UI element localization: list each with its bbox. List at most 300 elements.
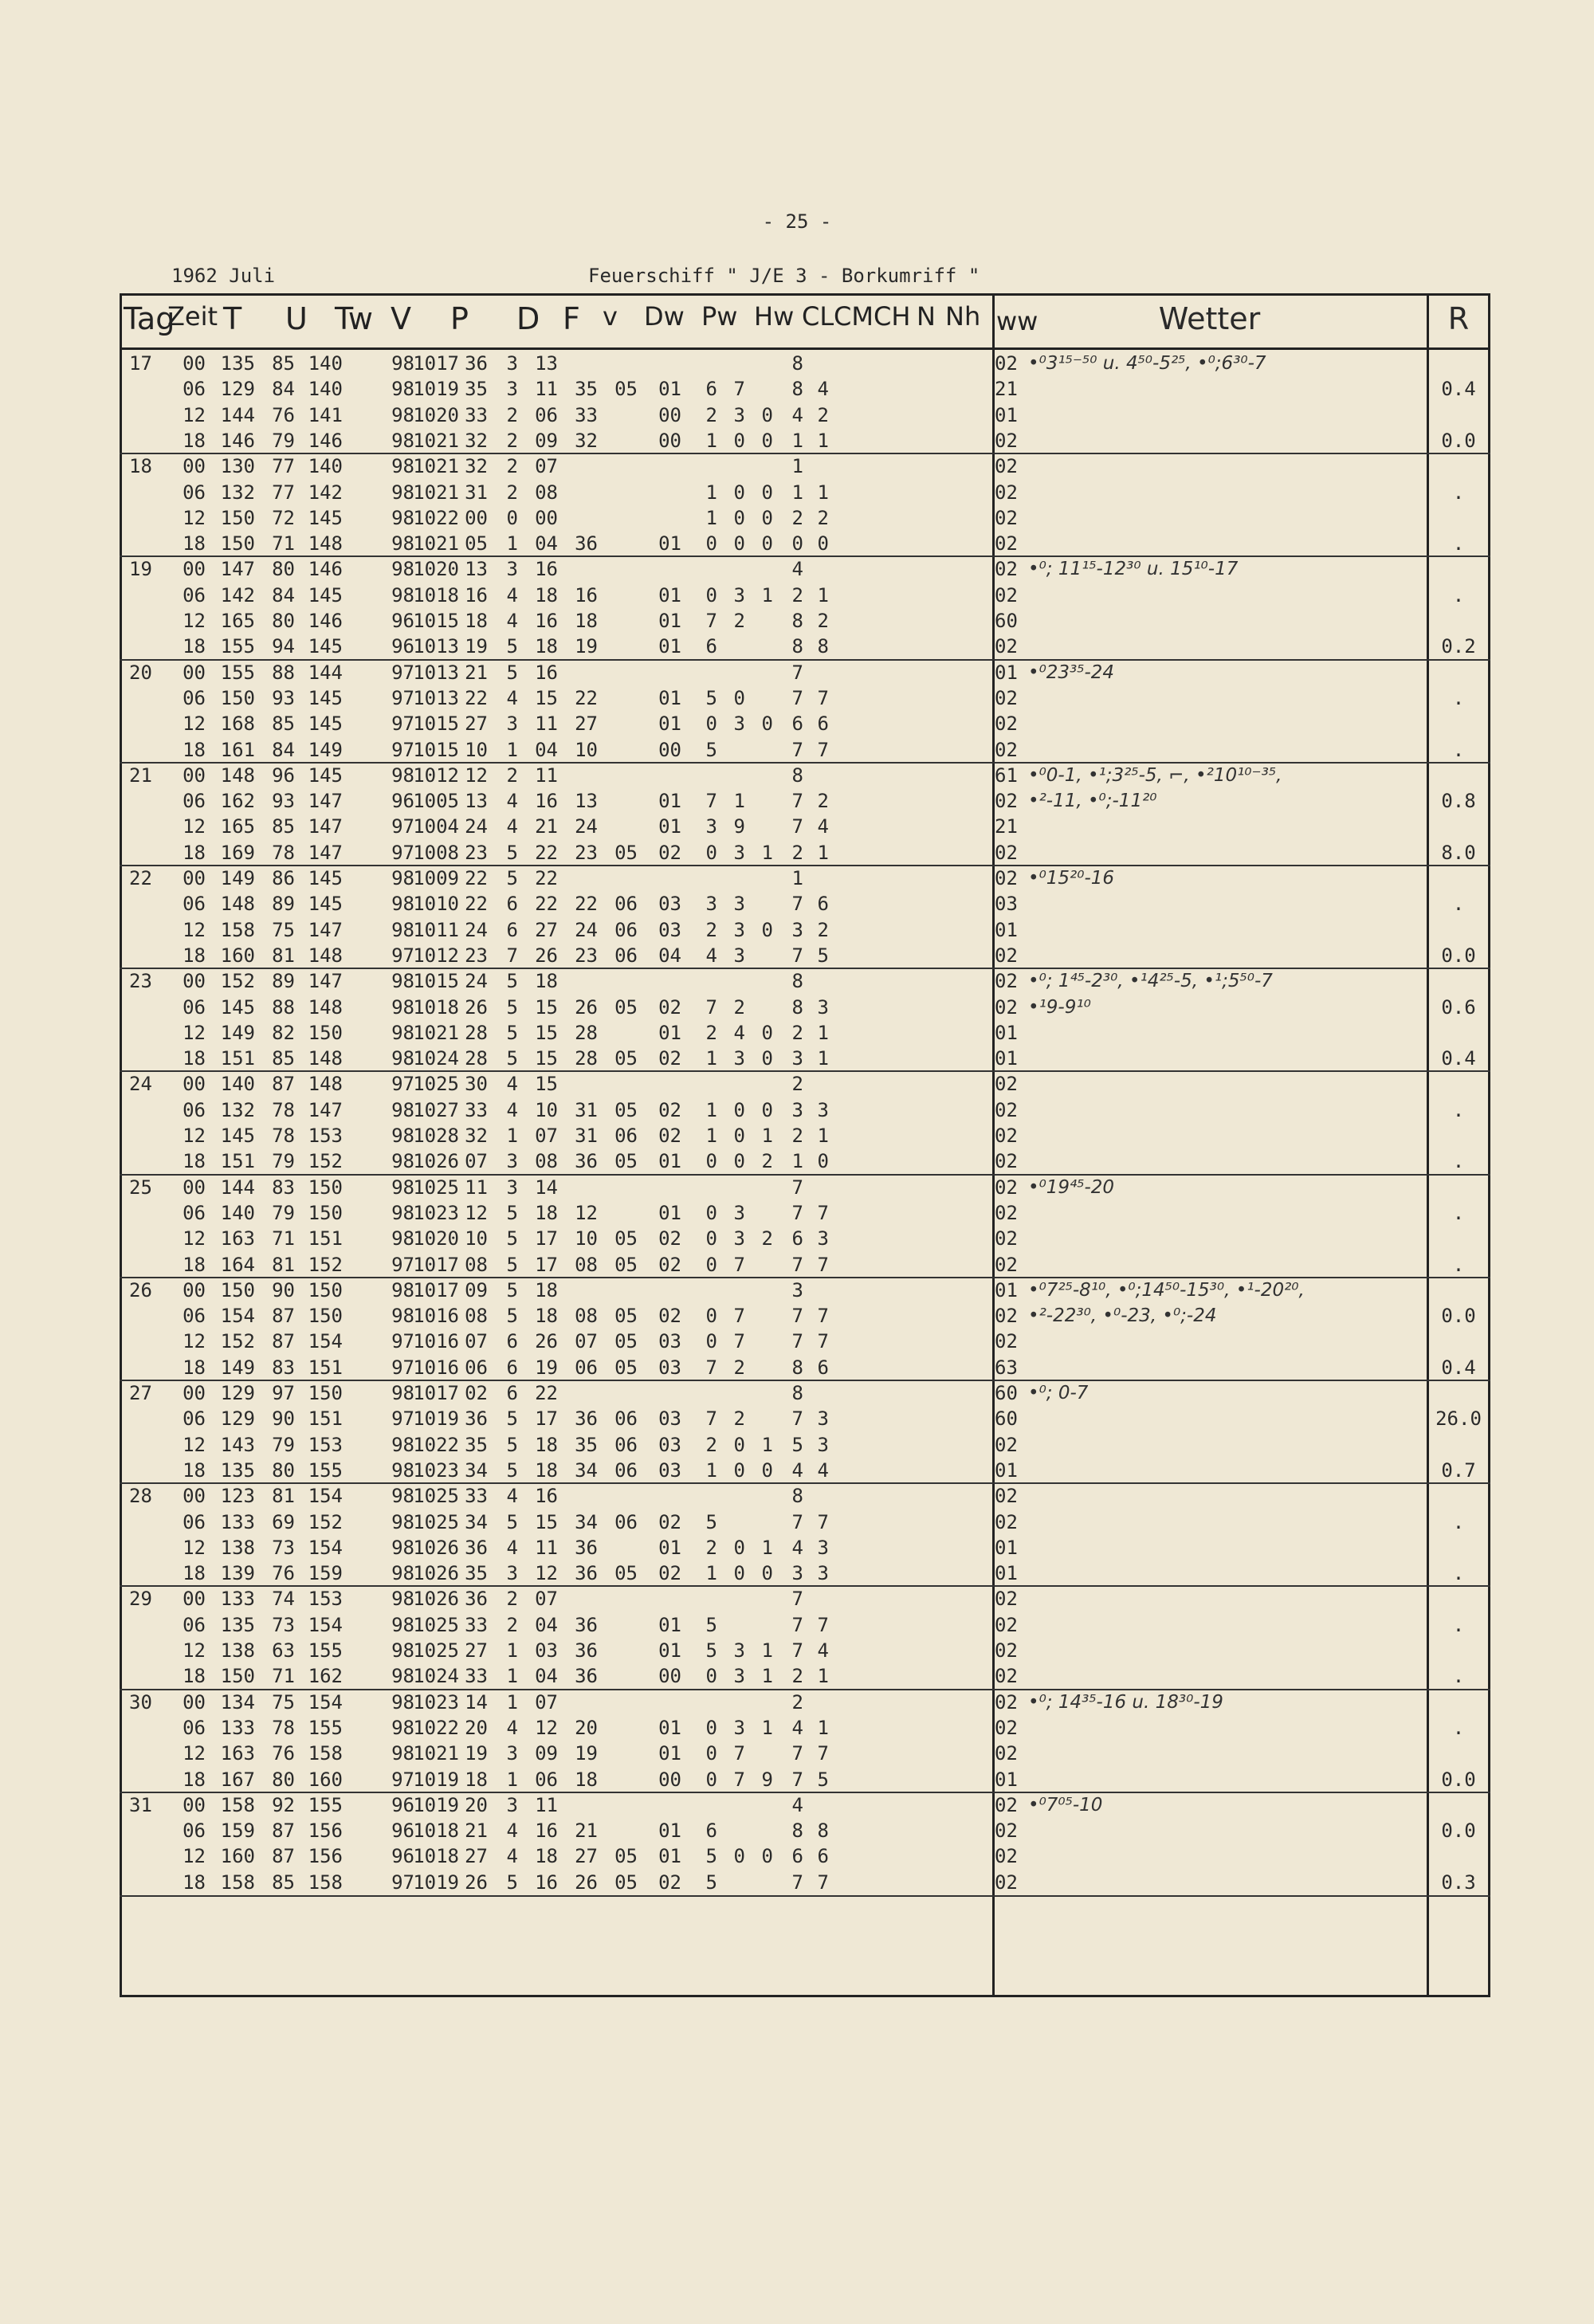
cell-v: 22	[535, 893, 558, 916]
cell-v: 96	[391, 1793, 414, 1816]
cell-d: 13	[465, 558, 488, 581]
cell-v: 15	[535, 1510, 558, 1533]
cell-v: 16	[535, 610, 558, 632]
cell-d: 36	[465, 1536, 488, 1559]
cell-v: 16	[535, 1485, 558, 1508]
cell-hw: 02	[658, 1562, 681, 1585]
cell-d: 33	[465, 1485, 488, 1508]
cell-t: 150	[220, 1665, 255, 1688]
cell-nh: 3	[817, 1433, 829, 1456]
precipitation-value: 8.0	[1441, 841, 1476, 864]
ww-code: 21	[995, 815, 1018, 838]
cell-pw: 05	[614, 1871, 638, 1894]
cell-tw: 145	[308, 713, 343, 736]
cell-u: 72	[272, 506, 295, 529]
cell-d: 33	[465, 403, 488, 426]
cell-t: 140	[220, 1073, 255, 1096]
cell-t: 132	[220, 1098, 255, 1121]
cell-cm: 3	[733, 918, 745, 941]
precipitation-value: .	[1452, 738, 1465, 761]
ww-code: 02	[995, 995, 1018, 1019]
cell-nh: 0	[817, 1150, 829, 1173]
cell-d: 26	[465, 1871, 488, 1894]
cell-cm: 2	[733, 1356, 745, 1379]
cell-p: 1012	[413, 944, 459, 967]
cell-ch: 0	[761, 1845, 773, 1868]
cell-f: 3	[506, 1176, 518, 1199]
cell-u: 87	[272, 1330, 295, 1353]
header-tw: Tw	[335, 301, 374, 336]
cell-u: 92	[272, 1793, 295, 1816]
cell-hw: 03	[658, 1330, 681, 1353]
precipitation-value	[1427, 968, 1490, 994]
cell-n: 7	[791, 1871, 803, 1894]
cell-p: 1019	[413, 1407, 459, 1431]
day-label: 28	[129, 1485, 152, 1508]
cell-tw: 155	[308, 1716, 343, 1739]
cell-v: 98	[391, 1150, 414, 1173]
cell-p: 1025	[413, 1613, 459, 1636]
cell-n: 7	[791, 893, 803, 916]
cell-dw: 26	[575, 995, 598, 1019]
cell-ch: 1	[761, 1665, 773, 1688]
cell-cl: 1	[705, 506, 717, 529]
cell-v: 11	[535, 1793, 558, 1816]
cell-f: 5	[506, 1047, 518, 1070]
cell-d: 33	[465, 1665, 488, 1688]
cell-dw: 33	[575, 403, 598, 426]
cell-n: 3	[791, 1562, 803, 1585]
cell-dw: 08	[575, 1305, 598, 1328]
wetter-note: •²-22³⁰, •⁰-23, •⁰;-24	[1028, 1305, 1217, 1327]
cell-d: 13	[465, 790, 488, 813]
cell-f: 1	[506, 532, 518, 555]
cell-cm: 2	[733, 610, 745, 632]
cell-tw: 140	[308, 378, 343, 401]
cell-ch: 1	[761, 841, 773, 864]
cell-cl: 0	[705, 1150, 717, 1173]
cell-v: 98	[391, 1021, 414, 1044]
cell-cm: 4	[733, 1021, 745, 1044]
cell-u: 81	[272, 944, 295, 967]
cell-n: 8	[791, 610, 803, 632]
cell-cl: 0	[705, 1742, 717, 1765]
cell-cl: 0	[705, 1768, 717, 1791]
ww-code: 02	[995, 1690, 1018, 1714]
cell-t: 135	[220, 1613, 255, 1636]
precipitation-value: .	[1452, 1098, 1465, 1121]
cell-t: 133	[220, 1510, 255, 1533]
cell-zeit: 00	[183, 352, 206, 375]
cell-dw: 19	[575, 635, 598, 658]
cell-pw: 05	[614, 378, 638, 401]
ww-code: 02	[995, 1742, 1018, 1765]
cell-n: 4	[791, 1536, 803, 1559]
cell-nh: 8	[817, 1820, 829, 1843]
cell-dw: 27	[575, 713, 598, 736]
cell-p: 1009	[413, 867, 459, 889]
cell-ch: 2	[761, 1150, 773, 1173]
cell-p: 1013	[413, 686, 459, 709]
precipitation-value	[1427, 1792, 1490, 1818]
cell-zeit: 18	[183, 1150, 206, 1173]
cell-u: 84	[272, 378, 295, 401]
cell-cm: 3	[733, 713, 745, 736]
cell-p: 1019	[413, 1768, 459, 1791]
cell-hw: 02	[658, 1253, 681, 1276]
precipitation-value	[1427, 1432, 1490, 1458]
cell-p: 1028	[413, 1125, 459, 1147]
cell-cm: 3	[733, 1665, 745, 1688]
precipitation-value: .	[1452, 893, 1465, 916]
precipitation-value	[1427, 505, 1490, 531]
day-label: 20	[129, 661, 152, 684]
cell-v: 98	[391, 1588, 414, 1611]
ww-code: 02	[995, 1305, 1018, 1328]
cell-v: 14	[535, 1176, 558, 1199]
cell-d: 28	[465, 1021, 488, 1044]
ww-code: 02	[995, 1125, 1018, 1147]
cell-p: 1012	[413, 764, 459, 787]
cell-n: 7	[791, 1305, 803, 1328]
cell-cl: 7	[705, 610, 717, 632]
cell-nh: 8	[817, 635, 829, 658]
cell-f: 5	[506, 1253, 518, 1276]
cell-f: 1	[506, 1690, 518, 1714]
cell-u: 77	[272, 481, 295, 504]
ww-code: 02	[995, 1716, 1018, 1739]
cell-d: 12	[465, 1201, 488, 1224]
cell-v: 06	[535, 403, 558, 426]
header-nh: Nh	[945, 301, 981, 332]
cell-cl: 2	[705, 403, 717, 426]
cell-dw: 07	[575, 1330, 598, 1353]
cell-f: 3	[506, 1150, 518, 1173]
cell-v: 07	[535, 1690, 558, 1714]
cell-ch: 1	[761, 1536, 773, 1559]
cell-n: 5	[791, 1433, 803, 1456]
day-label: 25	[129, 1176, 152, 1199]
cell-cl: 3	[705, 815, 717, 838]
header-u: U	[285, 301, 308, 336]
cell-tw: 145	[308, 506, 343, 529]
ww-code: 01	[995, 1562, 1018, 1585]
cell-v: 98	[391, 1201, 414, 1224]
cell-d: 06	[465, 1356, 488, 1379]
cell-p: 1022	[413, 1433, 459, 1456]
cell-hw: 01	[658, 532, 681, 555]
ww-code: 02	[995, 1227, 1018, 1250]
cell-zeit: 12	[183, 713, 206, 736]
cell-v: 16	[535, 790, 558, 813]
cell-n: 2	[791, 1125, 803, 1147]
cell-hw: 01	[658, 686, 681, 709]
cell-u: 75	[272, 918, 295, 941]
cell-zeit: 00	[183, 661, 206, 684]
cell-v: 98	[391, 1690, 414, 1714]
header-ch: CH	[874, 301, 911, 332]
cell-ch: 1	[761, 583, 773, 607]
cell-f: 1	[506, 1768, 518, 1791]
cell-zeit: 00	[183, 1278, 206, 1301]
cell-v: 98	[391, 403, 414, 426]
cell-tw: 156	[308, 1820, 343, 1843]
cell-pw: 06	[614, 1407, 638, 1431]
cell-v: 04	[535, 738, 558, 761]
cell-hw: 01	[658, 1613, 681, 1636]
cell-t: 133	[220, 1716, 255, 1739]
ww-code: 02	[995, 867, 1018, 889]
cell-d: 27	[465, 1639, 488, 1662]
cell-v: 12	[535, 1716, 558, 1739]
cell-zeit: 18	[183, 1768, 206, 1791]
ww-code: 02	[995, 1845, 1018, 1868]
cell-tw: 150	[308, 1305, 343, 1328]
cell-f: 2	[506, 429, 518, 452]
cell-ch: 2	[761, 1227, 773, 1250]
cell-d: 32	[465, 455, 488, 478]
cell-zeit: 06	[183, 378, 206, 401]
cell-f: 5	[506, 1278, 518, 1301]
cell-p: 1024	[413, 1047, 459, 1070]
cell-tw: 153	[308, 1433, 343, 1456]
cell-n: 8	[791, 1382, 803, 1404]
cell-dw: 19	[575, 1742, 598, 1765]
cell-nh: 1	[817, 1047, 829, 1070]
cell-v: 07	[535, 1588, 558, 1611]
cell-u: 90	[272, 1407, 295, 1431]
cell-n: 3	[791, 1098, 803, 1121]
cell-cm: 0	[733, 532, 745, 555]
cell-f: 4	[506, 1716, 518, 1739]
cell-t: 169	[220, 841, 255, 864]
precipitation-value	[1427, 660, 1490, 685]
cell-n: 1	[791, 867, 803, 889]
cell-u: 76	[272, 1742, 295, 1765]
day-label: 26	[129, 1278, 152, 1301]
cell-p: 1026	[413, 1562, 459, 1585]
cell-n: 2	[791, 1073, 803, 1096]
cell-tw: 152	[308, 1253, 343, 1276]
ww-code: 02	[995, 1433, 1018, 1456]
cell-tw: 147	[308, 790, 343, 813]
cell-nh: 7	[817, 1201, 829, 1224]
cell-hw: 02	[658, 1098, 681, 1121]
cell-p: 1017	[413, 352, 459, 375]
cell-nh: 1	[817, 1665, 829, 1688]
cell-p: 1016	[413, 1305, 459, 1328]
cell-zeit: 12	[183, 1433, 206, 1456]
cell-p: 1013	[413, 635, 459, 658]
cell-tw: 158	[308, 1742, 343, 1765]
cell-v: 18	[535, 1458, 558, 1482]
cell-n: 2	[791, 506, 803, 529]
cell-v: 26	[535, 1330, 558, 1353]
cell-f: 4	[506, 815, 518, 838]
ww-code: 01	[995, 403, 1018, 426]
cell-p: 1010	[413, 893, 459, 916]
cell-d: 14	[465, 1690, 488, 1714]
cell-v: 98	[391, 1458, 414, 1482]
cell-v: 98	[391, 1098, 414, 1121]
cell-t: 155	[220, 635, 255, 658]
cell-u: 79	[272, 1433, 295, 1456]
cell-t: 138	[220, 1536, 255, 1559]
precipitation-value	[1427, 608, 1490, 634]
cell-cl: 1	[705, 1458, 717, 1482]
cell-cl: 5	[705, 1613, 717, 1636]
cell-n: 3	[791, 1047, 803, 1070]
cell-f: 5	[506, 1871, 518, 1894]
cell-zeit: 06	[183, 1716, 206, 1739]
cell-v: 18	[535, 635, 558, 658]
cell-hw: 02	[658, 995, 681, 1019]
cell-p: 1017	[413, 1382, 459, 1404]
cell-ch: 9	[761, 1768, 773, 1791]
precipitation-value: .	[1452, 1716, 1465, 1739]
day-label: 18	[129, 455, 152, 478]
cell-hw: 00	[658, 403, 681, 426]
cell-cm: 7	[733, 1330, 745, 1353]
cell-tw: 148	[308, 944, 343, 967]
ww-code: 01	[995, 1047, 1018, 1070]
cell-cl: 1	[705, 1125, 717, 1147]
cell-t: 140	[220, 1201, 255, 1224]
cell-dw: 28	[575, 1021, 598, 1044]
cell-cm: 0	[733, 1562, 745, 1585]
cell-v: 08	[535, 1150, 558, 1173]
cell-dw: 12	[575, 1201, 598, 1224]
cell-hw: 02	[658, 1871, 681, 1894]
cell-pw: 06	[614, 1510, 638, 1533]
cell-u: 88	[272, 995, 295, 1019]
cell-t: 152	[220, 1330, 255, 1353]
cell-dw: 35	[575, 1433, 598, 1456]
cell-t: 167	[220, 1768, 255, 1791]
cell-t: 144	[220, 403, 255, 426]
cell-t: 158	[220, 1871, 255, 1894]
precipitation-value: 0.4	[1441, 378, 1476, 401]
precipitation-value: .	[1452, 1201, 1465, 1224]
cell-p: 1027	[413, 1098, 459, 1121]
cell-v: 04	[535, 1665, 558, 1688]
cell-zeit: 18	[183, 1665, 206, 1688]
cell-d: 18	[465, 610, 488, 632]
ww-code: 02	[995, 583, 1018, 607]
ww-code: 21	[995, 378, 1018, 401]
day-label: 29	[129, 1588, 152, 1611]
header-f: F	[563, 301, 580, 336]
precipitation-value	[1427, 917, 1490, 943]
cell-dw: 22	[575, 686, 598, 709]
cell-n: 6	[791, 1845, 803, 1868]
page-number: - 25 -	[762, 210, 832, 233]
cell-ch: 0	[761, 1047, 773, 1070]
wetter-note: •¹9-9¹⁰	[1028, 996, 1091, 1018]
cell-tw: 147	[308, 1098, 343, 1121]
cell-v: 98	[391, 378, 414, 401]
cell-hw: 01	[658, 583, 681, 607]
cell-cm: 7	[733, 1305, 745, 1328]
cell-v: 97	[391, 1330, 414, 1353]
cell-v: 98	[391, 1485, 414, 1508]
cell-hw: 04	[658, 944, 681, 967]
cell-v: 13	[535, 352, 558, 375]
cell-cl: 2	[705, 1433, 717, 1456]
cell-hw: 03	[658, 1433, 681, 1456]
cell-zeit: 06	[183, 1407, 206, 1431]
cell-d: 12	[465, 764, 488, 787]
cell-u: 85	[272, 713, 295, 736]
cell-v: 15	[535, 1021, 558, 1044]
cell-f: 4	[506, 1073, 518, 1096]
cell-t: 129	[220, 378, 255, 401]
cell-zeit: 12	[183, 1639, 206, 1662]
cell-t: 146	[220, 429, 255, 452]
precipitation-value: .	[1452, 1510, 1465, 1533]
cell-tw: 152	[308, 1150, 343, 1173]
cell-tw: 151	[308, 1356, 343, 1379]
cell-v: 96	[391, 635, 414, 658]
cell-hw: 00	[658, 429, 681, 452]
cell-zeit: 06	[183, 1820, 206, 1843]
cell-p: 1023	[413, 1201, 459, 1224]
cell-nh: 7	[817, 686, 829, 709]
precipitation-value: .	[1452, 1253, 1465, 1276]
cell-t: 133	[220, 1588, 255, 1611]
cell-d: 16	[465, 583, 488, 607]
cell-ch: 1	[761, 1639, 773, 1662]
cell-v: 98	[391, 1047, 414, 1070]
cell-nh: 3	[817, 1098, 829, 1121]
cell-u: 86	[272, 867, 295, 889]
cell-v: 98	[391, 1562, 414, 1585]
cell-hw: 03	[658, 893, 681, 916]
cell-nh: 6	[817, 713, 829, 736]
cell-zeit: 06	[183, 686, 206, 709]
cell-cm: 2	[733, 995, 745, 1019]
ww-code: 02	[995, 841, 1018, 864]
cell-n: 8	[791, 635, 803, 658]
cell-n: 8	[791, 1485, 803, 1508]
cell-nh: 4	[817, 815, 829, 838]
cell-nh: 7	[817, 1871, 829, 1894]
cell-cm: 7	[733, 1253, 745, 1276]
cell-tw: 154	[308, 1330, 343, 1353]
cell-cm: 3	[733, 841, 745, 864]
ww-code: 02	[995, 481, 1018, 504]
ww-code: 01	[995, 1458, 1018, 1482]
cell-v: 97	[391, 944, 414, 967]
cell-dw: 18	[575, 1768, 598, 1791]
cell-f: 2	[506, 1613, 518, 1636]
cell-p: 1005	[413, 790, 459, 813]
precipitation-value: 0.0	[1441, 944, 1476, 967]
cell-dw: 36	[575, 1407, 598, 1431]
ww-code: 02	[995, 1330, 1018, 1353]
cell-f: 5	[506, 1201, 518, 1224]
cell-nh: 7	[817, 1742, 829, 1765]
cell-hw: 01	[658, 1150, 681, 1173]
cell-v: 98	[391, 455, 414, 478]
cell-cl: 2	[705, 1536, 717, 1559]
cell-tw: 140	[308, 352, 343, 375]
precipitation-value: .	[1452, 686, 1465, 709]
cell-v: 97	[391, 713, 414, 736]
cell-v: 98	[391, 1613, 414, 1636]
cell-f: 5	[506, 1305, 518, 1328]
cell-p: 1026	[413, 1588, 459, 1611]
